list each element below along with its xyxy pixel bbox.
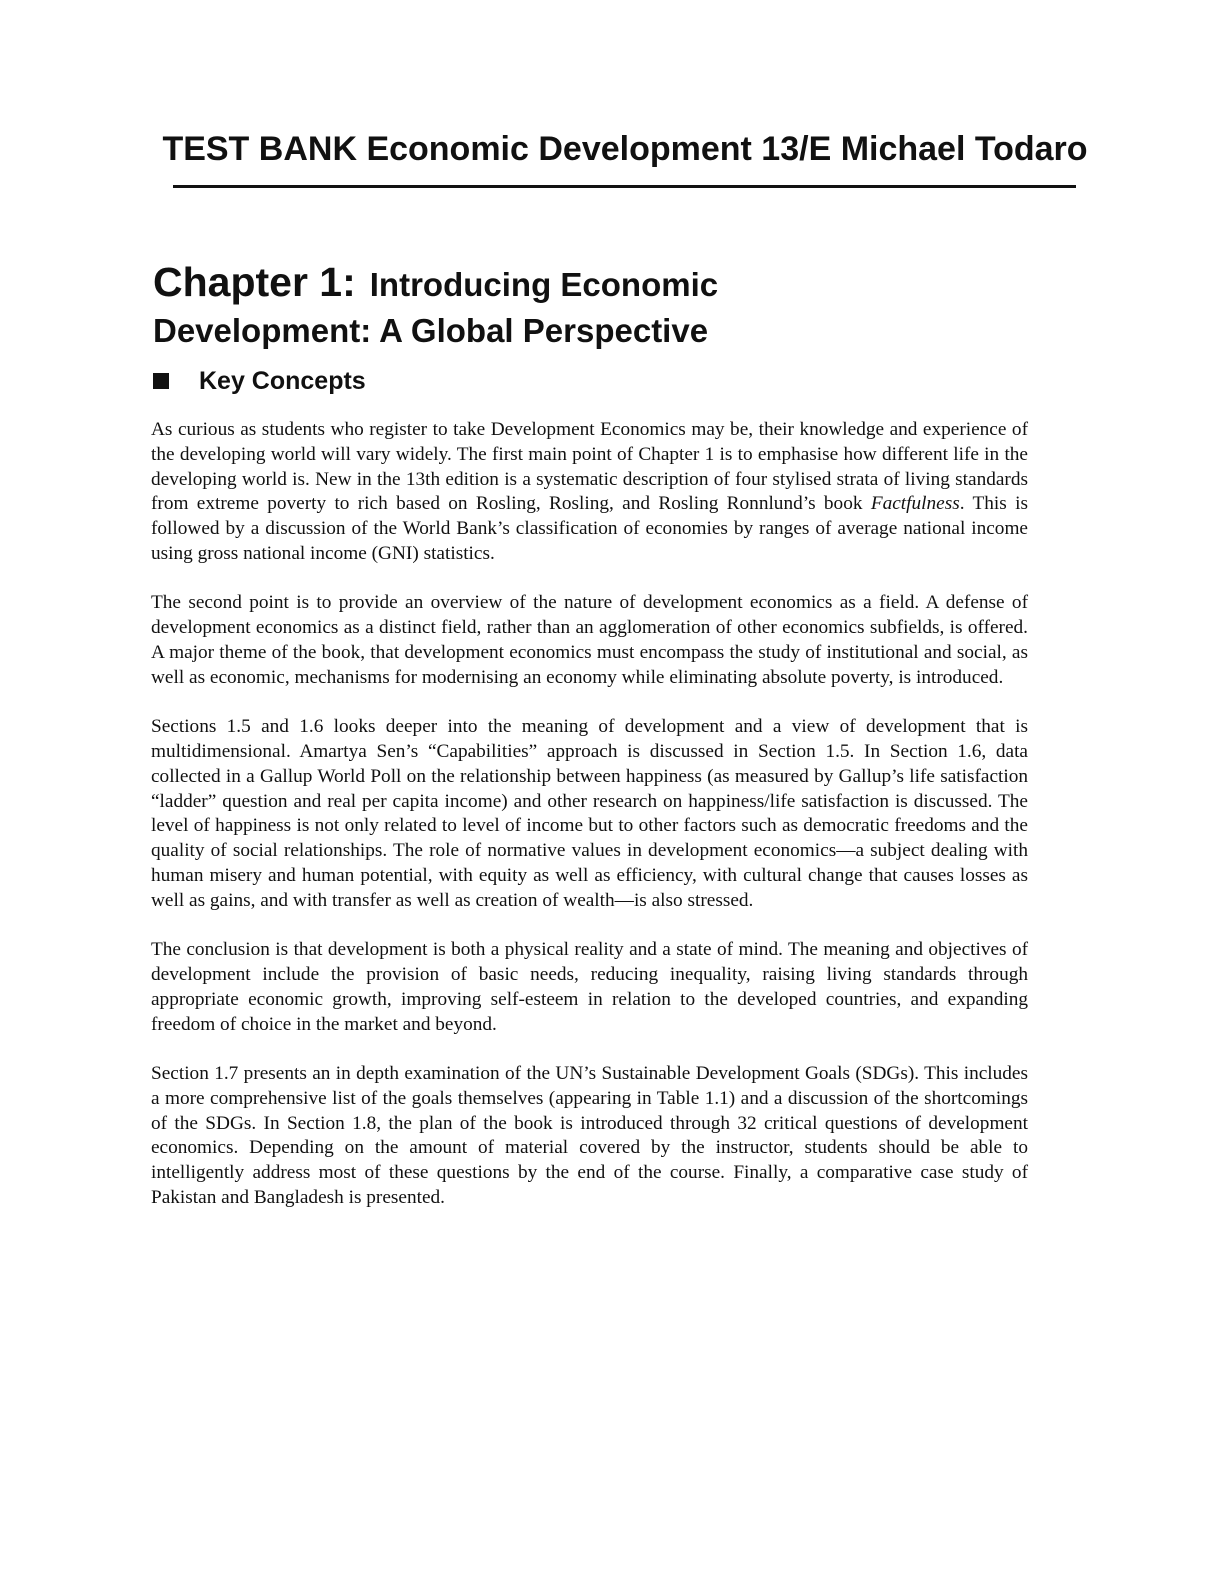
paragraph-1-text-start: As curious as students who register to take Development Economics may be, their knowledge and experience of the developing world will vary widely. The first main point of Chapter 1 is to emphasise how different life in the developing world is. New in the 13th edition is a systematic description of four stylised strata of living standards from extreme poverty to rich based on Rosling, Rosling, and Rosling Ronnlund’s book	[151, 419, 1028, 515]
paragraph-1-text-end: . This is followed by a discussion of the World Bank’s classification of economies by ranges of average national income using gross national income (GNI) statistics.	[151, 493, 1028, 564]
paragraph-3: Sections 1.5 and 1.6 looks deeper into the meaning of development and a view of development that is multidimensional. Amartya Sen’s “Capabilities” approach is discussed in Section 1.5. In Section 1.6, data collected in a Gallup World Poll on the relationship between happiness (as measured by Gallup’s life satisfaction “ladder” question and real per capita income) and other research on happiness/life satisfaction is discussed. The level of happiness is not only related to level of income but to other factors such as democratic freedoms and the quality of social relationships. The role of normative values in development economics—a subject dealing with human misery and human potential, with equity as well as efficiency, with cultural change that causes losses as well as gains, and with transfer as well as creation of wealth—is also stressed.	[151, 716, 1028, 911]
chapter-heading-line1	[153, 258, 718, 313]
chapter-number: Chapter 1:	[153, 259, 356, 305]
section-heading-key-concepts	[153, 364, 366, 398]
document-body	[151, 418, 1028, 1235]
paragraph-2: The second point is to provide an overview of the nature of development economics as a field. A defense of development economics as a distinct field, rather than an agglomeration of other economics subfields, is offered. A major theme of the book, that development economics must encompass the study of institutional and social, as well as economic, mechanisms for modernising an economy while eliminating absolute poverty, is introduced.	[151, 592, 1028, 688]
chapter-title-line2: Development: A Global Perspective	[153, 312, 709, 349]
paragraph-5: Section 1.7 presents an in depth examination of the UN’s Sustainable Development Goals (SDGs). This includes a more comprehensive list of the goals themselves (appearing in Table 1.1) and a discussion of the shortcomings of the SDGs. In Section 1.8, the plan of the book is introduced through 32 critical questions of development economics. Depending on the amount of material covered by the instructor, students should be able to intelligently address most of these questions by the end of the course. Finally, a comparative case study of Pakistan and Bangladesh is presented.	[151, 1062, 1028, 1208]
paragraph-4: The conclusion is that development is both a physical reality and a state of mind. The meaning and objectives of development include the provision of basic needs, reducing inequality, raising living standards through appropriate economic growth, improving self-esteem in relation to the developed countries, and expanding freedom of choice in the market and beyond.	[151, 939, 1028, 1035]
section-heading-label: Key Concepts	[199, 367, 366, 395]
title-underline-rule	[173, 185, 1076, 188]
paragraph-1	[151, 418, 1028, 567]
document-title: TEST BANK Economic Development 13/E Michael Todaro	[162, 130, 1088, 168]
chapter-title-line1: Introducing Economic	[369, 266, 719, 303]
book-title-factfulness: Factfulness	[870, 493, 960, 515]
chapter-heading	[153, 258, 718, 352]
square-bullet-icon	[153, 373, 169, 389]
